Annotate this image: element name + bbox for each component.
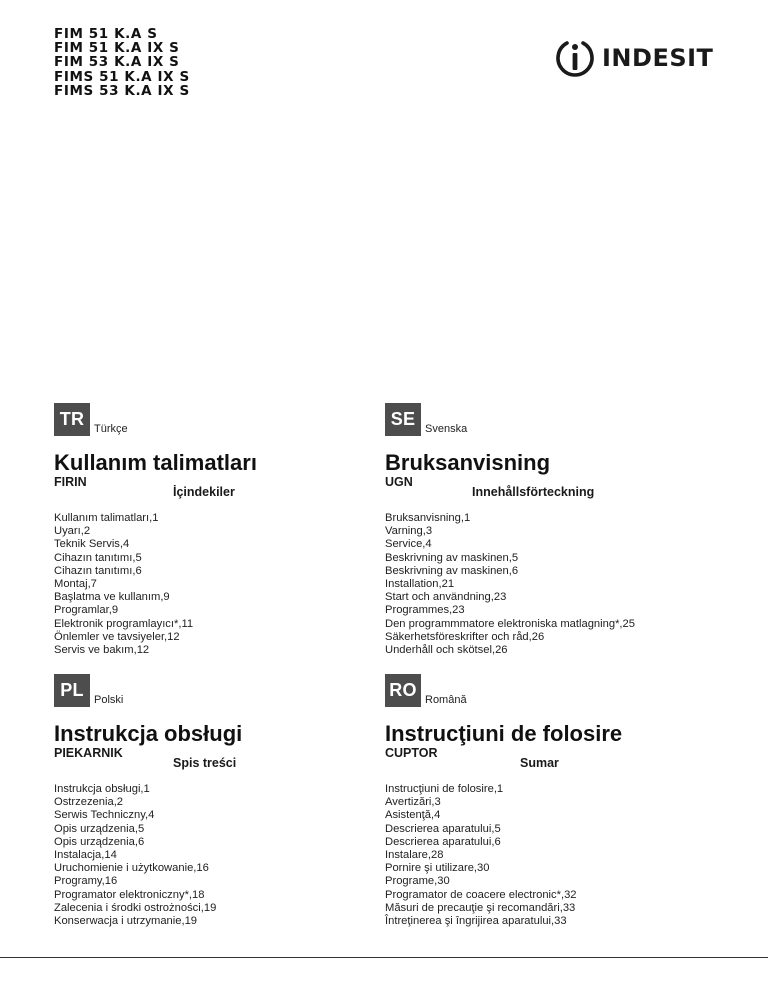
toc-item: Beskrivning av maskinen,5	[385, 551, 519, 564]
model-list	[54, 27, 190, 98]
contents-heading: İçindekiler	[173, 485, 235, 499]
language-code-badge: PL	[54, 674, 90, 707]
subtitle-row	[54, 476, 384, 504]
toc-item: Serwis Techniczny,4	[54, 809, 155, 822]
language-code-badge: RO	[385, 674, 421, 707]
toc-item: Başlatma ve kullanım,9	[54, 591, 170, 604]
table-of-contents	[54, 783, 384, 928]
toc-item: Instrukcja obsługi,1	[54, 783, 150, 795]
section-pl	[54, 674, 384, 928]
section-se	[385, 403, 715, 657]
brand-logo-icon	[554, 37, 596, 79]
toc-item: Asistenţă,4	[385, 809, 441, 822]
model-name: FIMS 53 K.A IX S	[54, 82, 190, 99]
section-tr	[54, 403, 384, 657]
toc-item: Ostrzezenia,2	[54, 796, 124, 809]
language-row	[54, 403, 384, 436]
toc-item: Opis urządzenia,5	[54, 822, 145, 835]
toc-item: Underhåll och skötsel,26	[385, 644, 508, 657]
toc-item: Uyarı,2	[54, 525, 91, 538]
toc-item: Konserwacja i utrzymanie,19	[54, 915, 198, 928]
toc-item: Cihazın tanıtımı,6	[54, 564, 142, 577]
table-of-contents	[54, 512, 384, 657]
subtitle-row	[385, 476, 715, 504]
table-of-contents	[385, 783, 715, 928]
toc-item: Montaj,7	[54, 578, 97, 591]
section-title: Kullanım talimatları	[54, 450, 257, 475]
language-name: Svenska	[425, 423, 468, 435]
model-name: FIM 51 K.A IX S	[54, 40, 180, 57]
toc-item: Măsuri de precauţie şi recomandări,33	[385, 901, 576, 914]
toc-item: Zalecenia i środki ostrożności,19	[54, 901, 217, 914]
device-name: UGN	[385, 475, 413, 489]
model-name: FIMS 51 K.A IX S	[54, 68, 190, 85]
section-title: Instrucţiuni de folosire	[385, 721, 623, 746]
toc-item: Bruksanvisning,1	[385, 512, 471, 524]
toc-item: Instalare,28	[385, 849, 444, 862]
toc-item: Programlar,9	[54, 604, 119, 617]
toc-item: Start och användning,23	[385, 591, 507, 604]
language-row	[385, 403, 715, 436]
device-name: FIRIN	[54, 475, 87, 489]
brand-name: INDESIT	[602, 44, 714, 72]
toc-item: Installation,21	[385, 578, 455, 591]
toc-item: Opis urządzenia,6	[54, 835, 145, 848]
brand-logo	[554, 37, 713, 79]
language-row	[385, 674, 715, 707]
device-name: CUPTOR	[385, 746, 438, 760]
toc-item: Pornire şi utilizare,30	[385, 862, 490, 875]
toc-item: Instrucţiuni de folosire,1	[385, 783, 504, 795]
toc-item: Programmes,23	[385, 604, 465, 617]
model-name: FIM 51 K.A S	[54, 26, 158, 42]
toc-item: Descrierea aparatului,6	[385, 835, 501, 848]
toc-item: Programy,16	[54, 875, 118, 888]
toc-item: Kullanım talimatları,1	[54, 512, 159, 524]
toc-item: Elektronik programlayıcı*,11	[54, 617, 194, 630]
toc-item: Säkerhetsföreskrifter och råd,26	[385, 630, 545, 643]
section-title: Bruksanvisning	[385, 450, 551, 475]
toc-item: Cihazın tanıtımı,5	[54, 551, 142, 564]
device-name: PIEKARNIK	[54, 746, 123, 760]
model-name: FIM 53 K.A IX S	[54, 54, 180, 71]
subtitle-row	[54, 747, 384, 775]
toc-item: Önlemler ve tavsiyeler,12	[54, 630, 180, 643]
language-code-badge: SE	[385, 403, 421, 436]
toc-item: Service,4	[385, 538, 432, 551]
toc-item: Programator elektroniczny*,18	[54, 888, 205, 901]
contents-heading: Sumar	[520, 756, 559, 770]
section-ro	[385, 674, 715, 928]
section-title: Instrukcja obsługi	[54, 721, 243, 746]
language-name: Türkçe	[94, 423, 128, 435]
toc-item: Programator de coacere electronic*,32	[385, 888, 577, 901]
toc-item: Descrierea aparatului,5	[385, 822, 501, 835]
toc-item: Den programmmatore elektroniska matlagning*,25	[385, 617, 635, 630]
toc-item: Teknik Servis,4	[54, 538, 130, 551]
toc-item: Avertizări,3	[385, 796, 441, 809]
contents-heading: Spis treści	[173, 756, 237, 770]
toc-item: Varning,3	[385, 525, 433, 538]
subtitle-row	[385, 747, 715, 775]
toc-item: Beskrivning av maskinen,6	[385, 564, 519, 577]
contents-heading: Innehållsförteckning	[472, 485, 595, 499]
toc-item: Servis ve bakım,12	[54, 644, 150, 657]
language-name: Română	[425, 694, 467, 706]
language-row	[54, 674, 384, 707]
toc-item: Programe,30	[385, 875, 450, 888]
language-name: Polski	[94, 694, 124, 706]
table-of-contents	[385, 512, 715, 657]
bottom-divider	[0, 957, 768, 958]
toc-item: Întreţinerea şi îngrijirea aparatului,33	[385, 915, 567, 928]
language-code-badge: TR	[54, 403, 90, 436]
toc-item: Instalacja,14	[54, 849, 117, 862]
toc-item: Uruchomienie i użytkowanie,16	[54, 862, 209, 875]
